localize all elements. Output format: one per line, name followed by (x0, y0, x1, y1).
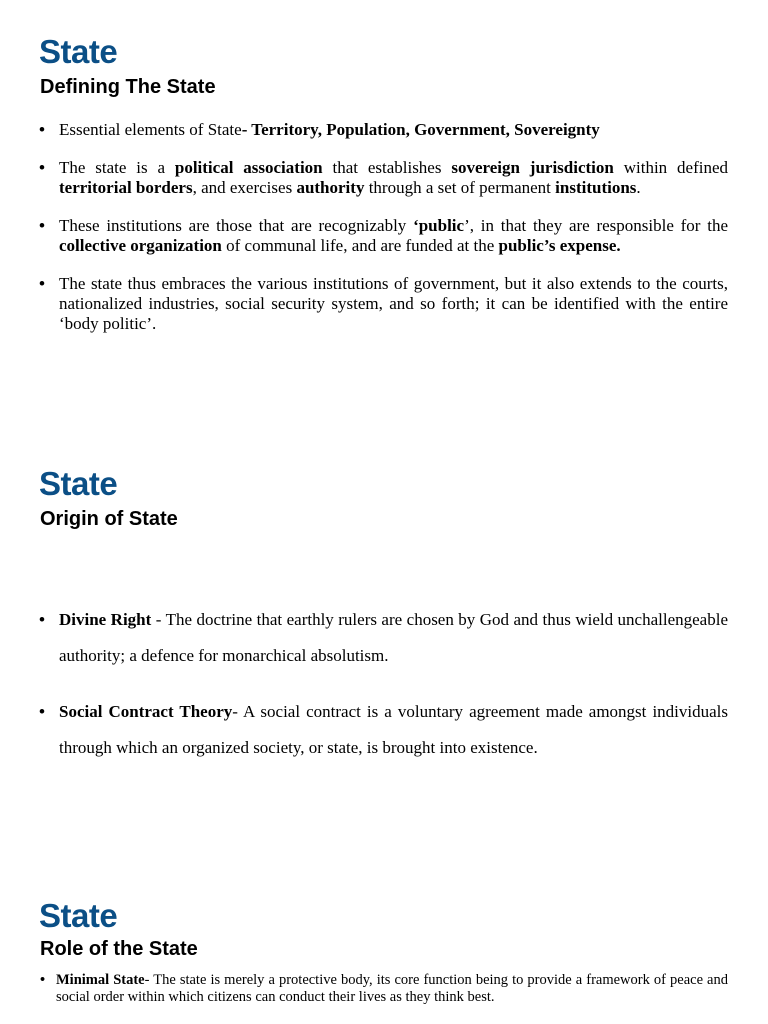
slide-subtitle: Role of the State (40, 938, 198, 960)
bullet-item (0, 694, 768, 766)
bullet-item (0, 120, 768, 140)
bullet-list (0, 972, 768, 1006)
bold-text-run: Divine Right (59, 610, 152, 629)
text-run: . (636, 178, 641, 197)
text-run: that establishes (322, 158, 452, 177)
bold-text-run: ‘public (413, 216, 465, 235)
bullet-dot-icon: • (39, 120, 45, 139)
bold-text-run: institutions (555, 178, 637, 197)
bullet-dot-icon: • (39, 702, 45, 721)
bold-text-run: authority (296, 178, 365, 197)
text-run: The state is a (59, 158, 175, 177)
slide-subtitle: Origin of State (40, 508, 178, 530)
text-run: - A social contract is a voluntary agreement made amongst individuals through which an organized society, or state, is brought into existence. (59, 702, 728, 757)
bullet-item (0, 274, 768, 334)
bold-text-run: public’s expense. (498, 236, 621, 255)
bold-text-run: Minimal State (56, 972, 145, 988)
text-run: The state thus embraces the various institutions of government, but it also extends to the courts, nationalized industries, social security system, and so forth; it can be identified with the entire ‘body politic’. (59, 274, 728, 333)
text-run: within defined (613, 158, 728, 177)
bullet-item (0, 216, 768, 256)
text-run: These institutions are those that are recognizably (59, 216, 414, 235)
bullet-dot-icon: • (40, 972, 46, 988)
bullet-dot-icon: • (39, 610, 45, 629)
bold-text-run: territorial borders (59, 178, 193, 197)
text-run: , and exercises (192, 178, 297, 197)
slide-title: State (39, 33, 118, 70)
slide-role-of-the-state (0, 864, 768, 1024)
bullet-dot-icon: • (39, 274, 45, 293)
bullet-list (0, 120, 768, 352)
bullet-item (0, 602, 768, 674)
bold-text-run: collective organization (59, 236, 222, 255)
slide-defining-the-state (0, 0, 768, 400)
bullet-item (0, 158, 768, 198)
bold-text-run: - Territory, Population, Government, Sovereignty (241, 120, 600, 139)
bullet-list (0, 602, 768, 786)
bullet-dot-icon: • (39, 216, 45, 235)
slide-title: State (39, 897, 118, 934)
text-run: of communal life, and are funded at the (221, 236, 499, 255)
text-run: - The state is merely a protective body, its core function being to provide a framework of peace and social order within which citizens can conduct their lives as they think best. (56, 972, 728, 1005)
bold-text-run: political association (174, 158, 323, 177)
slide-subtitle: Defining The State (40, 76, 216, 98)
bullet-item (0, 972, 768, 1006)
bold-text-run: Social Contract Theory (59, 702, 233, 721)
slide-origin-of-state (0, 432, 768, 832)
text-run: - The doctrine that earthly rulers are chosen by God and thus wield unchallengeable authority; a defence for monarchical absolutism. (59, 610, 728, 665)
text-run: through a set of permanent (364, 178, 556, 197)
bullet-dot-icon: • (39, 158, 45, 177)
slide-title: State (39, 465, 118, 502)
text-run: Essential elements of State (59, 120, 242, 139)
bold-text-run: sovereign jurisdiction (451, 158, 614, 177)
text-run: ’, in that they are responsible for the (464, 216, 728, 235)
